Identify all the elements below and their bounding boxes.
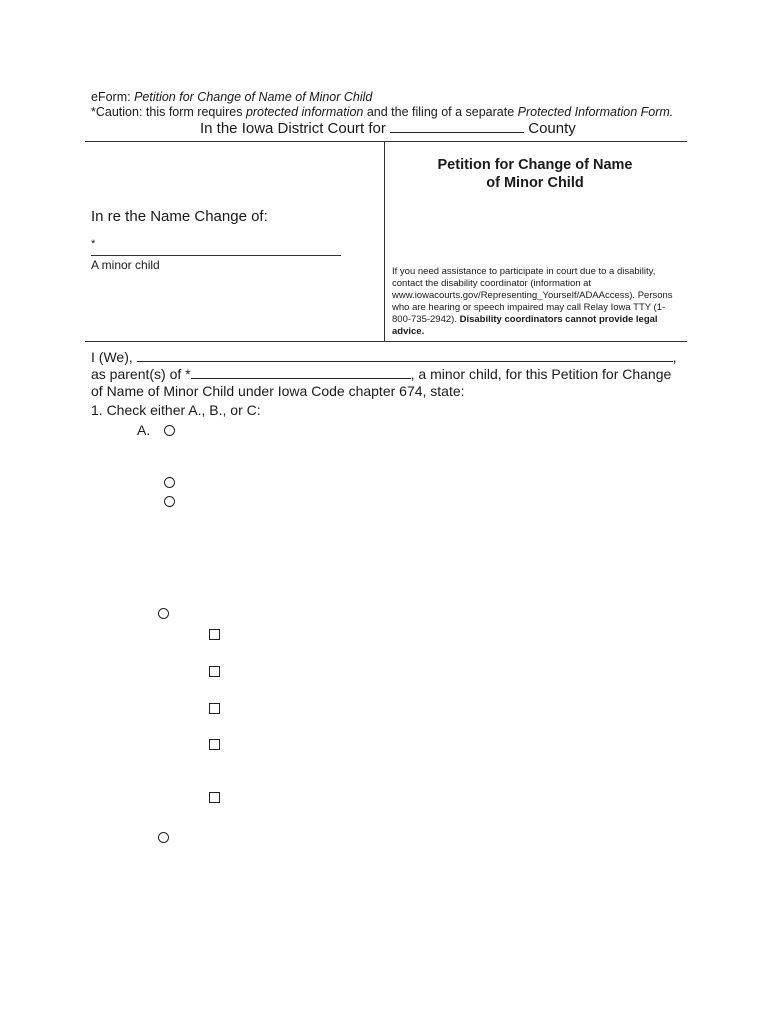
ada-notice-text: If you need assistance to participate in court due to a disability, contact the disability coordinator (information at www.iowacourts.gov/Representing_Yourself/ADAAccess). Persons who are hearing or speech impaired may call Relay Iowa TTY (1-800-735-2942). [392,266,673,325]
option-a-radio[interactable] [164,425,175,436]
caution-emphasis: protected information [245,105,364,119]
code-chapter-line: of Name of Minor Child under Iowa Code chapter 674, state: [91,383,465,399]
asterisk-marker: * [91,238,96,250]
petitioner-name-field[interactable] [137,361,673,362]
eform-form-name: Petition for Change of Name of Minor Child [134,90,373,104]
comma: , [672,349,677,365]
option-a2-radio[interactable] [164,496,175,507]
court-prefix: In the Iowa District Court for [200,120,386,137]
reason-checkbox-1[interactable] [209,629,220,640]
option-a1-radio[interactable] [164,477,175,488]
eform-prefix: eForm: [91,90,135,104]
ada-notice [392,266,684,338]
check-either-instruction: 1. Check either A., B., or C: [91,402,261,418]
reason-checkbox-4[interactable] [209,739,220,750]
reason-checkbox-2[interactable] [209,666,220,677]
child-name-field[interactable] [91,255,341,256]
reason-checkbox-5[interactable] [209,792,220,803]
i-we-label: I (We), [91,349,133,365]
petitioner-statement [91,349,691,400]
petition-title [390,156,680,192]
caption-bottom-rule [85,341,687,342]
minor-child-text: , a minor child, for this Petition for Change [410,366,672,382]
court-line [200,120,576,137]
caution-text: *Caution: this form requires [91,105,246,119]
caution-notice [91,105,673,119]
caution-form-name: Protected Information Form. [517,105,674,119]
caution-text-2: and the filing of a separate [363,105,518,119]
petition-title-line2: of Minor Child [486,175,584,191]
in-re-label: In re the Name Change of: [91,208,268,225]
ada-notice-bold: Disability coordinators cannot provide legal advice. [392,314,658,337]
reason-checkbox-3[interactable] [209,703,220,714]
minor-child-label: A minor child [91,258,160,272]
option-c-radio[interactable] [158,832,169,843]
petition-title-line1: Petition for Change of Name [437,157,633,173]
caption-divider [384,141,385,341]
county-blank[interactable] [390,132,524,133]
caption-top-rule [85,141,687,142]
eform-title [91,90,372,104]
child-name-inline-field[interactable] [191,378,411,379]
option-a-label: A. [137,422,151,438]
court-suffix: County [528,120,576,137]
option-b-radio[interactable] [158,608,169,619]
parents-of-label: as parent(s) of * [91,366,191,382]
